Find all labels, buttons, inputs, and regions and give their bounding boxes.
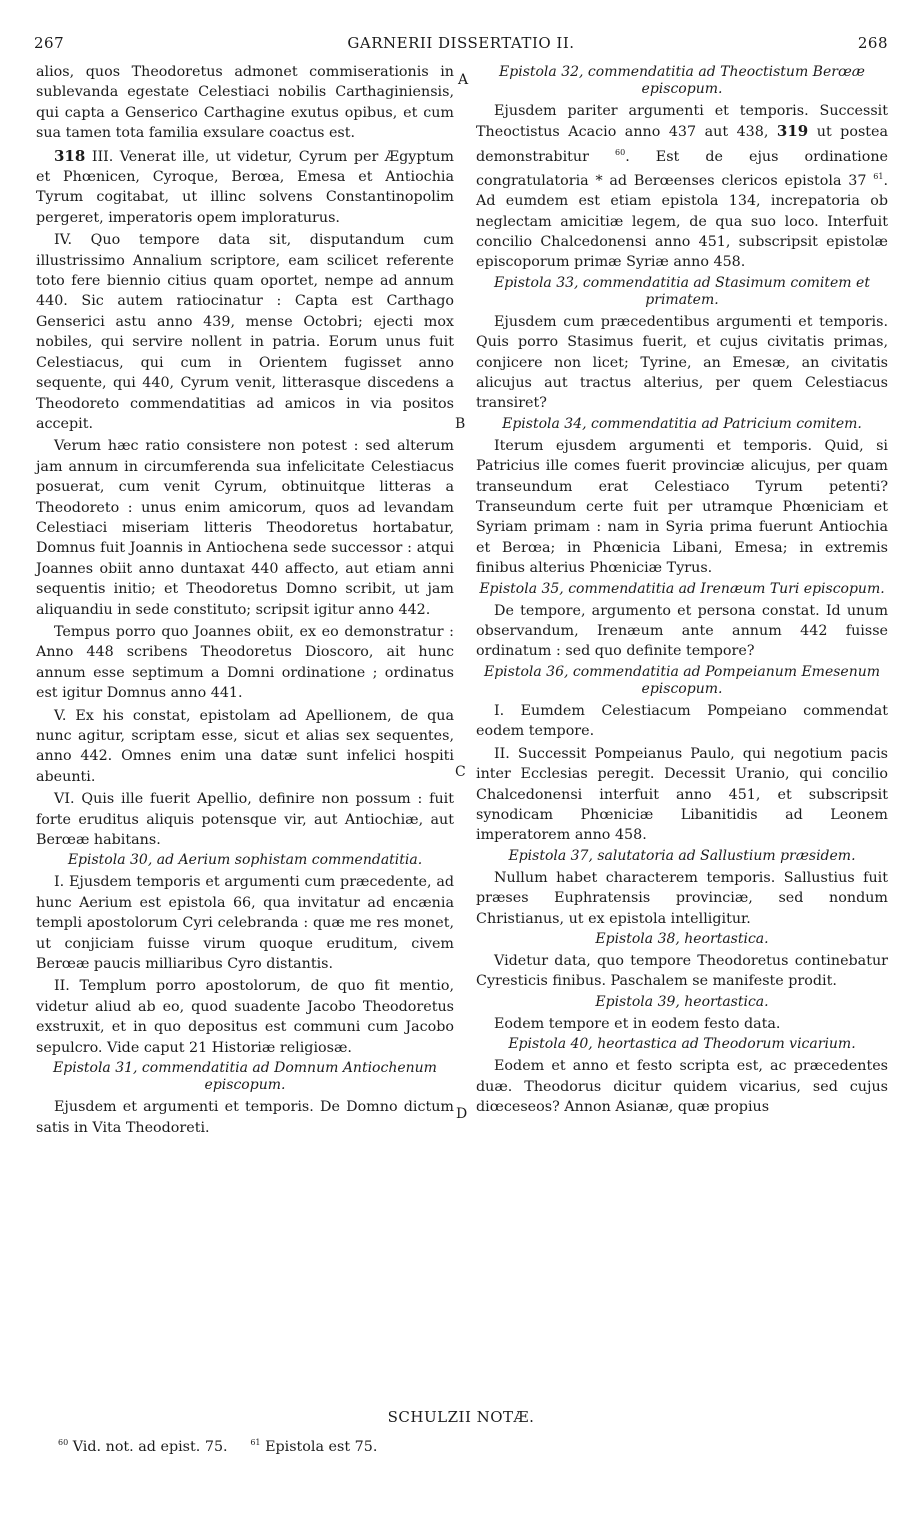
epistle-heading: Epistola 31, commendatitia ad Domnum Antiochenum episcopum. xyxy=(53,1060,437,1094)
left-column xyxy=(36,62,454,1140)
footnote-ref: 61 xyxy=(873,171,884,181)
right-page-number: 268 xyxy=(857,34,888,52)
paragraph: II. Successit Pompeianus Paulo, qui negotium pacis inter Ecclesias peregit. Decessit Uranio, qui concilio Chalcedonensi interfuit anno 451, et subscripsit synodicam Phœniciæ Libanitidis ad Leonem imperatorem anno 458. xyxy=(476,745,888,844)
paragraph: V. Ex his constat, epistolam ad Apellionem, de qua nunc agitur, scriptam esse, sicut et alias sex sequentes, anno 442. Omnes enim una datæ sunt infelici hospiti abeunti. xyxy=(36,707,454,785)
paragraph: alios, quos Theodoretus admonet commiserationis in sublevanda egestate Celestiaci nobilis Carthaginiensis, qui capta a Genserico Carthagine exutus opibus, et cum sua tamen tota familia exsulare coactus est. xyxy=(36,64,454,142)
paragraph xyxy=(476,101,888,273)
paragraph: Nullum habet characterem temporis. Sallustius fuit præses Euphratensis provinciæ, sed nondum Christianus, ut ex epistola intelligitur. xyxy=(476,869,888,927)
paragraph: Ejusdem et argumenti et temporis. De Domno dictum satis in Vita Theodoreti. xyxy=(36,1099,454,1136)
footnote-mark: 61 xyxy=(250,1438,261,1447)
footnote-mark: 60 xyxy=(58,1438,69,1447)
paragraph: II. Templum porro apostolorum, de quo fit mentio, videtur aliud ab eo, quod suadente Jacobo Theodoretus exstruxit, et in quo depositus est communi cum Jacobo sepulcro. Vide caput 21 Historiæ religiosæ. xyxy=(36,978,454,1056)
paragraph: De tempore, argumento et persona constat. Id unum observandum, Irenæum ante annum 442 fuisse ordinatum : sed quo definite tempore? xyxy=(476,602,888,660)
epistle-heading: Epistola 32, commendatitia ad Theoctistum Berœæ episcopum. xyxy=(499,64,865,97)
footnote-text: Epistola est 75. xyxy=(265,1438,378,1455)
paragraph: VI. Quis ille fuerit Apellio, definire non possum : fuit forte eruditus aliquis potensque vir, aut Antiochiæ, aut Berœæ habitans. xyxy=(36,791,454,849)
epistle-heading: Epistola 39, heortastica. xyxy=(595,993,769,1010)
paragraph: Eodem et anno et festo scripta est, ac præcedentes duæ. Theodorus dicitur quidem vicarius, sed cujus diœceseos? Annon Asianæ, quæ propius xyxy=(476,1058,888,1115)
paragraph xyxy=(36,146,454,229)
right-column xyxy=(476,62,888,1119)
paragraph: Ejusdem cum præcedentibus argumenti et temporis. Quis porro Stasimus fuerit, et cujus civitatis primas, conjicere non licet; Tyrine, an Emesæ, an civitatis alicujus aut tractus alterius, per quem Celestiacus transiret? xyxy=(476,313,888,412)
section-number: 319 xyxy=(776,122,809,141)
paragraph-text: Ejusdem pariter argumenti et temporis. Successit Theoctistus Acacio anno 437 aut 438, xyxy=(476,103,888,141)
paragraph: Videtur data, quo tempore Theodoretus continebatur Cyresticis finibus. Paschalem se manifeste prodit. xyxy=(476,952,888,990)
paragraph: IV. Quo tempore data sit, disputandum cum illustrissimo Annalium scriptore, eam scilicet referente toto fere biennio citius quam oportet, nempe ad annum 440. Sic autem ratiocinatur : Capta est Carthago Genserici astu anno 439, mense Octobri; ejecti mox nobiles, qui servire nollent in patria. Eorum unus fuit Celestiacus, qui cum in Orientem fugisset anno sequente, qui 440, Cyrum venit, litterasque discedens a Theodoreto commendatitias ad amicos in via positos accepit. xyxy=(36,232,454,432)
epistle-heading: Epistola 30, ad Aerium sophistam commendatitia. xyxy=(67,852,423,869)
margin-letter-d: D xyxy=(456,1106,468,1122)
margin-letter-b: B xyxy=(455,416,466,432)
paragraph: Eodem tempore et in eodem festo data. xyxy=(494,1015,781,1032)
left-page-number: 267 xyxy=(34,34,65,52)
epistle-heading: Epistola 38, heortastica. xyxy=(595,930,769,947)
paragraph: Iterum ejusdem argumenti et temporis. Quid, si Patricius ille comes fuerit provinciæ alicujus, per quam transeundum erat Celestiaco Tyrum petenti? Transeundum certe fuit per utramque Phœniciam et Syriam primam : nam in Syria prima fuerunt Antiochia et Berœa; in Phœnicia Libani, Emesa; in extremis finibus alterius Phœniciæ Tyrus. xyxy=(476,437,888,577)
footnotes xyxy=(58,1438,377,1455)
running-title: GARNERII DISSERTATIO II. xyxy=(347,34,575,52)
paragraph-text: III. Venerat ille, ut videtur, Cyrum per Ægyptum et Phœnicen, Cyroque, Berœa, Emesa et Antiochia Tyrum cogitabat, ut illinc solvens Constantinopolim pergeret, imperatoris opem imploraturus. xyxy=(36,148,454,226)
paragraph: Tempus porro quo Joannes obiit, ex eo demonstratur : Anno 448 scribens Theodoretus Dioscoro, ait hunc annum esse septimum a Domni ordinatione ; ordinatus est igitur Domnus anno 441. xyxy=(36,623,454,702)
epistle-heading: Epistola 34, commendatitia ad Patricium comitem. xyxy=(502,415,862,432)
paragraph: Verum hæc ratio consistere non potest : sed alterum jam annum in circumferenda sua infelicitate Celestiacus posuerat, cum venit Cyrum, obtinuitque litteras a Theodoreto : unus enim amicorum, quos ad levandam Celestiaci miseriam litteris Theodoretus hortabatur, Domnus fuit Joannis in Antiochena sede successor : atqui Joannes obiit anno duntaxat 440 affecto, aut etiam anni sequentis initio; et Theodoretus Domno scribit, ut jam aliquandiu in sede constituto; scripsit igitur anno 442. xyxy=(36,438,454,618)
section-number: 318 xyxy=(54,146,86,165)
epistle-heading: Epistola 33, commendatitia ad Stasimum comitem et primatem. xyxy=(494,274,870,308)
paragraph: I. Eumdem Celestiacum Pompeiano commendat eodem tempore. xyxy=(476,702,888,740)
footnote-text: Vid. not. ad epist. 75. xyxy=(72,1438,228,1455)
epistle-heading: Epistola 36, commendatitia ad Pompeianum Emesenum episcopum. xyxy=(483,663,881,697)
paragraph-text: . Est de ejus ordinatione congratulatoria * ad Berœenses clericos epistola 37 xyxy=(476,148,888,189)
epistle-heading: Epistola 40, heortastica ad Theodorum vicarium. xyxy=(508,1036,856,1053)
epistle-heading: Epistola 37, salutatoria ad Sallustium præsidem. xyxy=(508,847,856,864)
paragraph-text: ut postea demonstrabitur xyxy=(476,124,889,165)
paragraph: I. Ejusdem temporis et argumenti cum præcedente, ad hunc Aerium est epistola 66, qua invitatur ad encænia templi apostolorum Cyri celebranda : quæ me res monet, ut conjiciam fuisse virum quoque eruditum, civem Berœæ paucis milliaribus Cyro distantis. xyxy=(36,874,454,973)
footnote-ref: 60 xyxy=(615,147,626,157)
notes-title: SCHULZII NOTÆ. xyxy=(387,1408,535,1426)
paragraph-text: . Ad eumdem est etiam epistola 134, increpatoria ob neglectam amicitiæ legem, de qua suo loco. Interfuit concilio Chalcedonensi anno 451, subscripsit epistolæ episcoporum primæ Syriæ anno 458. xyxy=(476,172,888,271)
epistle-heading: Epistola 35, commendatitia ad Irenæum Turi episcopum. xyxy=(479,580,885,597)
margin-letter-c: C xyxy=(455,764,466,780)
margin-letter-a: A xyxy=(458,72,469,88)
